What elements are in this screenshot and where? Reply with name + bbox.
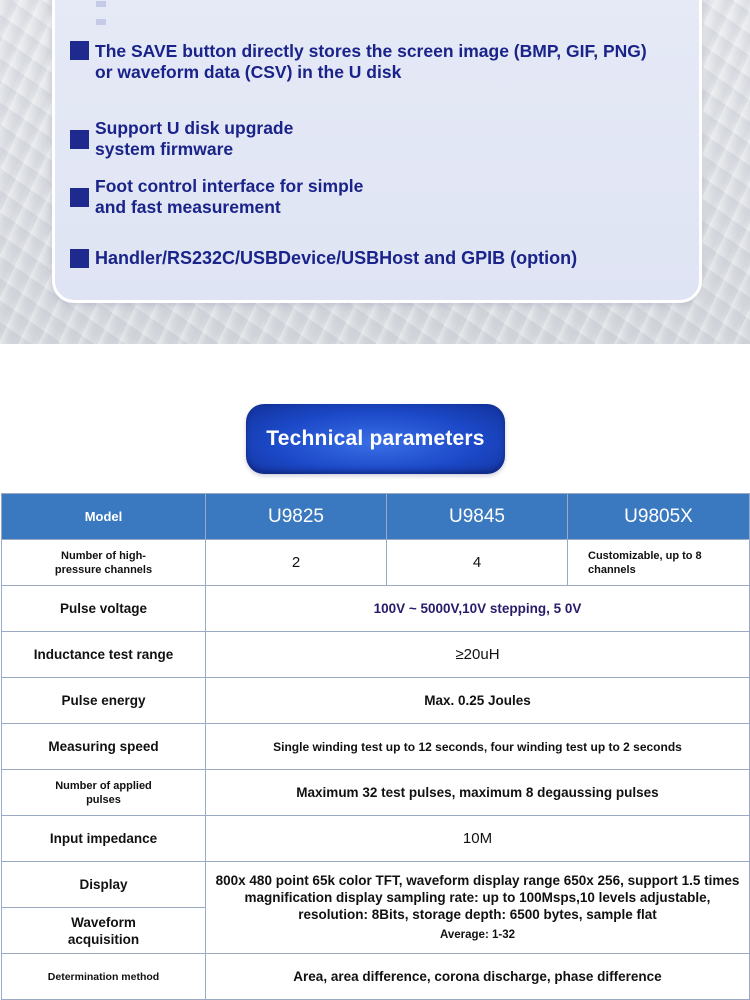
model-u9805x: U9805X — [568, 494, 750, 540]
determination-value: Area, area difference, corona discharge, phase difference — [206, 954, 750, 1000]
determination-label: Determination method — [2, 954, 206, 1000]
table-row — [2, 632, 750, 678]
row-label: Inductance test range — [2, 632, 206, 678]
square-bullet-icon — [70, 130, 89, 149]
model-u9845: U9845 — [387, 494, 568, 540]
square-bullet-icon — [70, 249, 89, 268]
feature-text: Foot control interface for simple and fast measurement — [95, 176, 364, 217]
row-value: 100V ~ 5000V,10V stepping, 5 0V — [206, 586, 750, 632]
square-bullet-icon — [70, 188, 89, 207]
feature-usb-upgrade — [70, 118, 293, 160]
feature-text: Handler/RS232C/USBDevice/USBHost and GPIB (option) — [95, 248, 578, 268]
waveform-label: Waveform acquisition — [2, 908, 206, 954]
row-value: 10M — [206, 816, 750, 862]
feature-text: The SAVE button directly stores the screen image (BMP, GIF, PNG) or waveform data (CSV) in the U disk — [95, 41, 647, 82]
table-row — [2, 862, 750, 908]
section-title: Technical parameters — [266, 427, 485, 450]
table-row — [2, 770, 750, 816]
row-label: Measuring speed — [2, 724, 206, 770]
table-row — [2, 540, 750, 586]
features-background — [0, 0, 750, 344]
feature-interfaces — [70, 248, 577, 269]
row-label: Number of applied pulses — [2, 770, 206, 816]
row-label: Pulse voltage — [2, 586, 206, 632]
average-text: Average: 1-32 — [439, 928, 515, 941]
table-row — [2, 678, 750, 724]
feature-foot-control — [70, 176, 363, 218]
square-bullet-icon — [70, 41, 89, 60]
model-header: Model — [2, 494, 206, 540]
model-u9825: U9825 — [206, 494, 387, 540]
table-header-row — [2, 494, 750, 540]
table-row — [2, 586, 750, 632]
feature-save-button — [70, 41, 647, 83]
channels-u9825: 2 — [206, 540, 387, 586]
display-value — [206, 862, 750, 954]
row-value: Single winding test up to 12 seconds, four winding test up to 2 seconds — [206, 724, 750, 770]
row-label: Pulse energy — [2, 678, 206, 724]
row-value: ≥20uH — [206, 632, 750, 678]
table-row — [2, 816, 750, 862]
technical-parameters-table — [1, 493, 750, 1000]
table-row — [2, 724, 750, 770]
table-row — [2, 954, 750, 1000]
feature-text: Support U disk upgrade system firmware — [95, 118, 294, 159]
channels-u9845: 4 — [387, 540, 568, 586]
channels-label: Number of high- pressure channels — [2, 540, 206, 586]
cropped-previous-line — [96, 0, 156, 2]
channels-u9805x: Customizable, up to 8 channels — [568, 540, 750, 586]
row-label: Input impedance — [2, 816, 206, 862]
row-value: Maximum 32 test pulses, maximum 8 degaussing pulses — [206, 770, 750, 816]
section-title-badge — [246, 404, 505, 474]
row-value: Max. 0.25 Joules — [206, 678, 750, 724]
display-label: Display — [2, 862, 206, 908]
display-spec-text: 800x 480 point 65k color TFT, waveform display range 650x 256, support 1.5 times magnification display sampling rate: up to 100Msps,10 levels adjustable, resolution: 8Bits, storage depth: 6500 bytes, sample flat — [215, 872, 740, 922]
